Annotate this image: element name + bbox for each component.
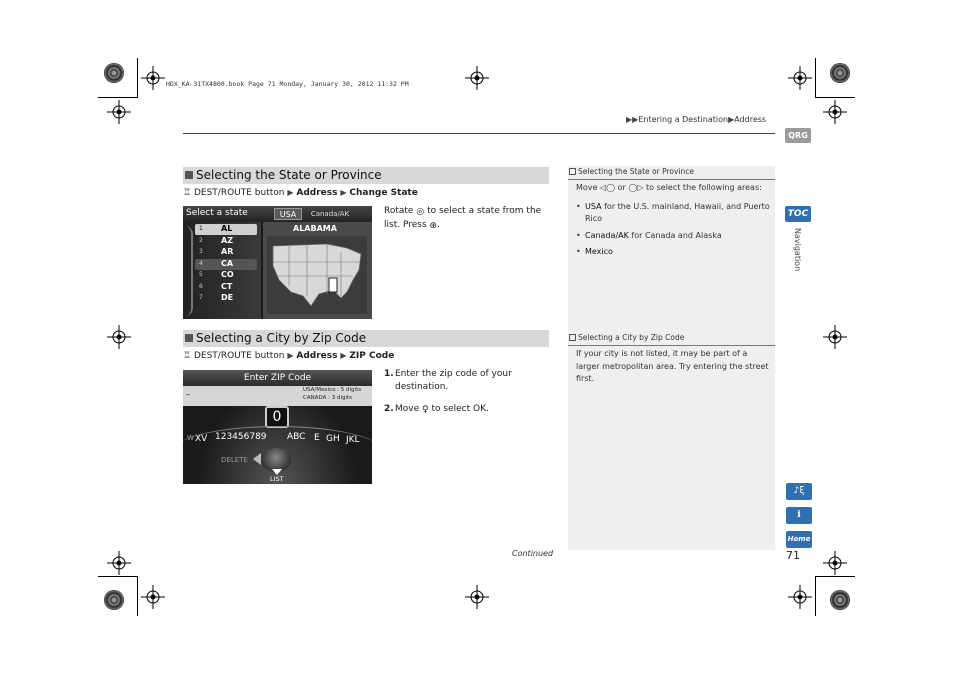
key-abc[interactable]: ABC — [287, 432, 306, 442]
note1-title: Selecting the State or Province — [569, 167, 694, 176]
state-item-number: 6 — [199, 282, 203, 290]
state-item-code: DE — [221, 293, 234, 302]
path-step2: Change State — [349, 188, 418, 198]
state-item-number: 3 — [199, 248, 203, 255]
bullet-icon: • — [576, 201, 581, 211]
state-item-number: 2 — [199, 236, 203, 244]
heading-square-icon — [185, 334, 193, 342]
continued-label: Continued — [512, 549, 554, 558]
state-item-code: CA — [221, 258, 234, 268]
screen-title: Select a state — [186, 208, 248, 218]
state-list-item[interactable] — [195, 236, 257, 247]
state-select-screen — [183, 206, 372, 319]
state-list-item[interactable] — [195, 270, 257, 281]
print-header: HDX_KA-31TX4800.book Page 71 Monday, January 30, 2012 11:32 PM — [166, 80, 409, 88]
section2-title: Selecting a City by Zip Code — [196, 331, 367, 345]
registration-rosette-br — [830, 590, 850, 610]
us-map-image — [267, 236, 367, 314]
section1-body: Rotate ◎ to select a state from the list. Press ⊕. — [384, 206, 542, 231]
zip-dash: – — [186, 390, 191, 400]
toc-tab[interactable]: TOC — [785, 206, 811, 222]
note1-body — [576, 182, 771, 263]
list-dial — [185, 226, 193, 316]
path-arrow-icon: ▶ — [287, 351, 294, 360]
page-number: 71 — [786, 549, 800, 562]
state-item-number: 1 — [199, 225, 203, 232]
bullet-icon: • — [576, 247, 581, 256]
section2-path — [183, 351, 394, 361]
menu-button-icon: ♖ — [183, 351, 192, 361]
state-item-number: 4 — [199, 259, 203, 267]
breadcrumb-sep-icon: ▶ — [728, 115, 735, 124]
step2: 2. Move ♀ to select OK. — [384, 404, 489, 415]
key-numbers[interactable]: 123456789 — [215, 432, 267, 442]
state-item-number: 5 — [199, 271, 203, 278]
note2-body: If your city is not listed, it may be part of a larger metropolitan area. Try entering the street first. — [576, 349, 769, 383]
note1-bullet: • Mexico — [576, 246, 771, 259]
state-item-code: CT — [221, 281, 233, 291]
delete-key[interactable]: DELETE — [221, 456, 248, 464]
key-e[interactable]: E — [314, 433, 320, 443]
note1-bullet: • Canada/AK for Canada and Alaska — [576, 230, 771, 243]
path-arrow-icon: ▶ — [340, 351, 347, 360]
step1: 1. Enter the zip code of your destination. — [384, 369, 512, 392]
path-start: DEST/ROUTE button — [193, 188, 285, 198]
move-left-icon: ◁◯ — [600, 183, 616, 192]
path-start: DEST/ROUTE button — [193, 351, 285, 361]
state-item-code: AZ — [221, 235, 233, 245]
section2-steps — [384, 368, 550, 417]
screen-title: Enter ZIP Code — [243, 373, 312, 383]
left-arrow-icon — [253, 453, 261, 465]
path-step2: ZIP Code — [349, 351, 395, 361]
rotate-knob-icon: ◎ — [416, 207, 425, 217]
note-icon — [569, 334, 576, 341]
state-item-code: AL — [221, 224, 233, 233]
section1-title: Selecting the State or Province — [196, 168, 382, 182]
note1-intro: Move ◁◯ or ◯▷ to select the following areas: — [576, 183, 762, 192]
heading-square-icon — [185, 171, 193, 179]
key-w[interactable]: W — [187, 434, 194, 442]
registration-rosette-bl — [104, 590, 124, 610]
state-list-item[interactable] — [195, 224, 257, 235]
move-right-icon: ◯▷ — [628, 183, 644, 192]
state-list-item[interactable] — [195, 282, 257, 293]
canada-tab[interactable]: Canada/AK — [310, 210, 350, 218]
index-icon: i — [797, 510, 801, 520]
breadcrumb-arrows-icon: ▶▶ — [626, 115, 639, 124]
bullet-icon: • — [576, 230, 581, 240]
path-step1: Address — [296, 351, 338, 361]
path-arrow-icon: ▶ — [287, 188, 294, 197]
state-item-code: AR — [221, 247, 234, 256]
zip-entry-box[interactable]: 0 — [265, 406, 289, 428]
state-item-code: CO — [221, 270, 234, 279]
note2-rule — [568, 345, 775, 346]
state-list-item[interactable] — [195, 247, 257, 258]
note2-title: Selecting a City by Zip Code — [569, 333, 684, 342]
home-label: Home — [787, 535, 811, 543]
key-gh[interactable]: GH — [326, 434, 340, 444]
voice-command-icon: ♪ξ — [793, 486, 805, 496]
map-label: ALABAMA — [293, 224, 337, 233]
key-jkl[interactable]: JKL — [346, 435, 360, 445]
voice-command-button[interactable] — [786, 483, 812, 500]
path-arrow-icon: ▶ — [340, 188, 347, 197]
section1-path — [183, 188, 418, 198]
index-button[interactable] — [786, 507, 812, 524]
header-rule — [183, 133, 775, 134]
zip-hint-usa: USA/Mexico : 5 digits — [303, 387, 362, 393]
breadcrumb-part1[interactable]: Entering a Destination — [638, 115, 729, 124]
state-list-item[interactable] — [195, 293, 257, 304]
zip-entry-screen — [183, 370, 372, 484]
qrg-tab[interactable]: QRG — [785, 128, 811, 143]
move-down-icon: ♀ — [422, 405, 429, 415]
section2-heading — [183, 330, 549, 347]
note1-rule — [568, 179, 775, 180]
press-knob-icon: ⊕ — [429, 220, 438, 231]
list-key[interactable]: LIST — [270, 475, 284, 483]
section1-heading — [183, 167, 549, 184]
path-step1: Address — [296, 188, 338, 198]
state-list-item[interactable] — [195, 259, 257, 270]
usa-tab[interactable]: USA — [274, 208, 302, 220]
registration-rosette-tl — [104, 63, 124, 83]
breadcrumb-part2[interactable]: Address — [734, 115, 767, 124]
section-side-label: Navigation — [793, 228, 802, 272]
zip-hint-canada: CANADA : 3 digits — [303, 395, 353, 401]
home-button[interactable] — [786, 531, 812, 548]
key-xv[interactable]: XV — [195, 434, 208, 444]
note-icon — [569, 168, 576, 175]
state-item-number: 7 — [199, 294, 203, 301]
menu-button-icon: ♖ — [183, 188, 192, 198]
note1-bullet: • USA for the U.S. mainland, Hawaii, and Puerto Rico — [576, 201, 771, 226]
breadcrumb — [626, 115, 766, 124]
registration-rosette-tr — [830, 63, 850, 83]
